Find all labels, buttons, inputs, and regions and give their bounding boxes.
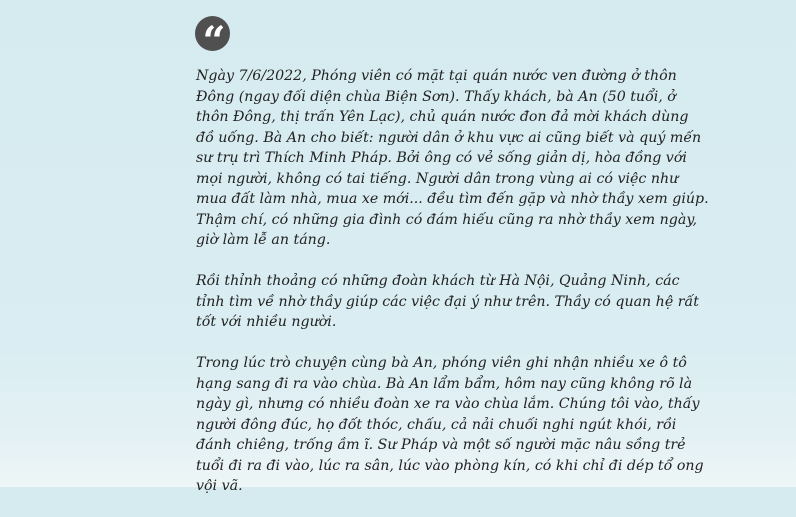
paragraph <box>196 353 704 497</box>
quote-icon: “ <box>195 16 230 51</box>
paragraph <box>196 271 699 333</box>
text-line: ngày gì, nhưng có nhiều đoàn xe ra vào chùa lắm. Chúng tôi vào, thấy <box>196 396 700 412</box>
text-line: tuổi đi ra đi vào, lúc ra sân, lúc vào phòng kín, có khi chỉ đi dép tổ ong <box>196 457 704 474</box>
text-line: hạng sang đi ra vào chùa. Bà An lẩm bẩm, hôm nay cũng không rõ là <box>196 375 693 392</box>
text-line: vội vã. <box>196 478 243 494</box>
text-line: Thậm chí, có những gia đình có đám hiếu cũng ra nhờ thầy xem ngày, <box>196 211 697 228</box>
text-line: Ngày 7/6/2022, Phóng viên có mặt tại quán nước ven đường ở thôn <box>196 68 677 84</box>
text-line: Trong lúc trò chuyện cùng bà An, phóng viên ghi nhận nhiều xe ô tô <box>196 355 687 371</box>
text-line: sư trụ trì Thích Minh Pháp. Bởi ông có vẻ sống giản dị, hòa đồng với <box>196 150 687 166</box>
text-line: mọi người, không có tai tiếng. Người dân trong vùng ai có việc như <box>196 170 679 187</box>
text-line: người đông đúc, họ đốt thóc, chấu, cả nải chuối nghi ngút khói, rồi <box>196 416 677 433</box>
text-line: tốt với nhiều người. <box>196 314 337 330</box>
text-line: tỉnh tìm về nhờ thầy giúp các việc đại ý như trên. Thầy có quan hệ rất <box>196 293 699 310</box>
text-line: thôn Đông, thị trấn Yên Lạc), chủ quán nước đon đả mời khách dùng <box>196 109 689 125</box>
text-line: Đông (ngay đối diện chùa Biện Sơn). Thấy khách, bà An (50 tuổi, ở <box>196 88 676 105</box>
text-line: đánh chiêng, trống ầm ĩ. Sư Pháp và một số người mặc nâu sồng trẻ <box>196 437 686 453</box>
paragraph <box>196 66 709 251</box>
text-line: đồ uống. Bà An cho biết: người dân ở khu vực ai cũng biết và quý mến <box>196 129 702 146</box>
text-line: mua đất làm nhà, mua xe mới... đều tìm đến gặp và nhờ thầy xem giúp. <box>196 191 709 207</box>
article-body <box>196 66 709 517</box>
text-line: Rồi thỉnh thoảng có những đoàn khách từ Hà Nội, Quảng Ninh, các <box>196 273 680 289</box>
text-line: giờ làm lễ an táng. <box>196 232 331 248</box>
